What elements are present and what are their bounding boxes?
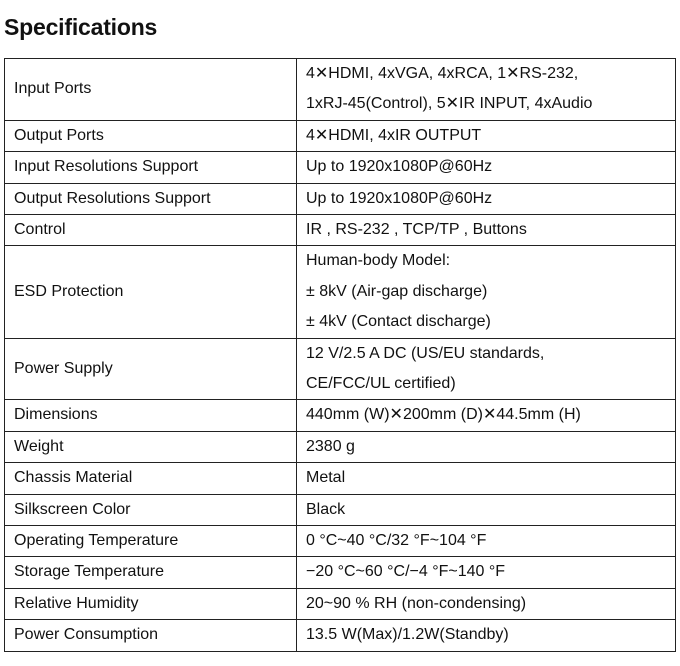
spec-label: Power Consumption [5, 620, 297, 651]
spec-label: Chassis Material [5, 463, 297, 494]
spec-value-line: ± 8kV (Air-gap discharge) [306, 282, 488, 300]
spec-value [297, 620, 676, 651]
table-row [5, 400, 676, 431]
spec-value [297, 338, 676, 400]
table-row [5, 152, 676, 183]
spec-value [297, 463, 676, 494]
spec-value [297, 494, 676, 525]
spec-value [297, 431, 676, 462]
spec-value [297, 215, 676, 246]
spec-value-line: 4✕HDMI, 4xVGA, 4xRCA, 1✕RS-232, [306, 65, 579, 82]
spec-value-line: 20~90 % RH (non-condensing) [306, 594, 527, 612]
table-row [5, 246, 676, 338]
spec-value [297, 525, 676, 556]
table-row [5, 431, 676, 462]
spec-value-line: 1xRJ-45(Control), 5✕IR INPUT, 4xAudio [306, 95, 593, 113]
spec-label: Silkscreen Color [5, 494, 297, 525]
spec-value [297, 400, 676, 431]
spec-value [297, 557, 676, 588]
spec-label: Control [5, 215, 297, 246]
table-row [5, 338, 676, 400]
table-row [5, 120, 676, 151]
table-row [5, 557, 676, 588]
spec-value [297, 246, 676, 338]
spec-label: Output Ports [5, 120, 297, 151]
table-row [5, 588, 676, 619]
table-row [5, 494, 676, 525]
page-title: Specifications [4, 14, 158, 40]
spec-label: Operating Temperature [5, 525, 297, 556]
spec-value-line: Human-body Model: [306, 252, 451, 270]
spec-label: Storage Temperature [5, 557, 297, 588]
spec-value [297, 588, 676, 619]
spec-value-line: 12 V/2.5 A DC (US/EU standards, [306, 344, 545, 362]
table-row [5, 525, 676, 556]
spec-value-line: Metal [306, 469, 346, 487]
spec-label: Power Supply [5, 338, 297, 400]
spec-value-line: 2380 g [306, 437, 355, 455]
spec-value [297, 183, 676, 214]
spec-label: Output Resolutions Support [5, 183, 297, 214]
spec-label: Weight [5, 431, 297, 462]
spec-value-line: Up to 1920x1080P@60Hz [306, 189, 493, 207]
spec-value-line: 440mm (W)✕200mm (D)✕44.5mm (H) [306, 406, 581, 424]
table-row [5, 620, 676, 651]
spec-value [297, 120, 676, 151]
spec-value-line: 4✕HDMI, 4xIR OUTPUT [306, 126, 482, 144]
spec-label: ESD Protection [5, 246, 297, 338]
spec-label: Input Resolutions Support [5, 152, 297, 183]
table-row [5, 463, 676, 494]
spec-value-line: CE/FCC/UL certified) [306, 374, 456, 392]
spec-value-line: 13.5 W(Max)/1.2W(Standby) [306, 626, 509, 644]
specifications-table [4, 58, 676, 652]
spec-value-line: 0 °C~40 °C/32 °F~104 °F [306, 531, 487, 549]
spec-label: Dimensions [5, 400, 297, 431]
table-row [5, 183, 676, 214]
spec-value-line: IR , RS-232 , TCP/TP , Buttons [306, 221, 527, 238]
spec-label: Relative Humidity [5, 588, 297, 619]
spec-label: Input Ports [5, 59, 297, 121]
spec-value-line: ± 4kV (Contact discharge) [306, 313, 491, 331]
spec-value-line: Up to 1920x1080P@60Hz [306, 158, 493, 176]
spec-value [297, 59, 676, 121]
table-row [5, 215, 676, 246]
spec-value [297, 152, 676, 183]
spec-value-line: Black [306, 500, 346, 518]
spec-value-line: −20 °C~60 °C/−4 °F~140 °F [306, 563, 506, 581]
table-row [5, 59, 676, 121]
